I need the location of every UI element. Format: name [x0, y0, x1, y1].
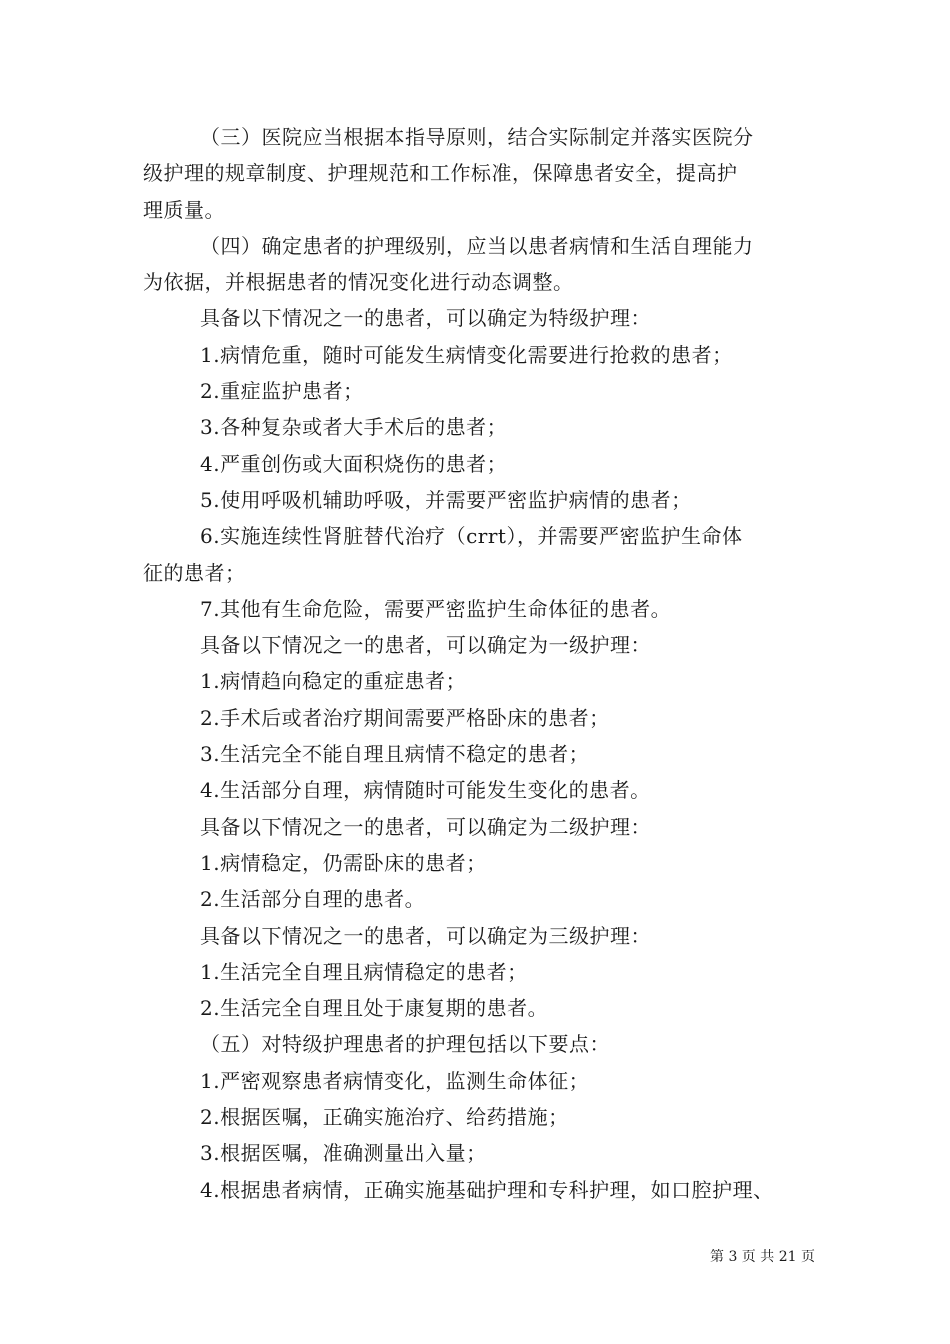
text-line: 1.严密观察患者病情变化，监测生命体征；: [200, 1068, 590, 1093]
document-body: [143, 119, 828, 1208]
text-line: 具备以下情况之一的患者，可以确定为三级护理：: [200, 923, 651, 948]
text-line: 1.病情趋向稳定的重症患者；: [200, 669, 467, 694]
text-line: 7.其他有生命危险，需要严密监护生命体征的患者。: [200, 596, 672, 621]
text-line: 2.生活完全自理且处于康复期的患者。: [200, 996, 549, 1021]
text-line: 3.根据医嘱，准确测量出入量；: [200, 1141, 487, 1166]
text-line: （五）对特级护理患者的护理包括以下要点：: [200, 1032, 610, 1057]
text-line: 4.生活部分自理，病情随时可能发生变化的患者。: [200, 778, 651, 803]
text-line: 3.生活完全不能自理且病情不稳定的患者；: [200, 742, 590, 767]
text-line: （四）确定患者的护理级别，应当以患者病情和生活自理能力: [200, 233, 754, 258]
text-line: 级护理的规章制度、护理规范和工作标准，保障患者安全，提高护: [143, 161, 738, 186]
text-line: 3.各种复杂或者大手术后的患者；: [200, 415, 508, 440]
text-line: 2.根据医嘱，正确实施治疗、给药措施；: [200, 1105, 569, 1130]
text-line: 1.生活完全自理且病情稳定的患者；: [200, 959, 528, 984]
text-line: 4.严重创伤或大面积烧伤的患者；: [200, 451, 508, 476]
text-line: 征的患者；: [143, 560, 246, 585]
text-line: 5.使用呼吸机辅助呼吸，并需要严密监护病情的患者；: [200, 487, 692, 512]
text-line: 具备以下情况之一的患者，可以确定为特级护理：: [200, 306, 651, 331]
page-number-footer: 第 3 页 共 21 页: [710, 1249, 815, 1265]
text-line: 2.生活部分自理的患者。: [200, 887, 426, 912]
text-line: 为依据，并根据患者的情况变化进行动态调整。: [143, 270, 574, 295]
text-line: 6.实施连续性肾脏替代治疗（crrt），并需要严密监护生命体: [200, 524, 743, 549]
text-line: 4.根据患者病情，正确实施基础护理和专科护理，如口腔护理、: [200, 1177, 774, 1202]
text-line: 1.病情危重，随时可能发生病情变化需要进行抢救的患者；: [200, 342, 733, 367]
text-line: 1.病情稳定，仍需卧床的患者；: [200, 850, 487, 875]
text-line: 2.手术后或者治疗期间需要严格卧床的患者；: [200, 705, 610, 730]
text-line: 理质量。: [143, 197, 225, 222]
text-line: 具备以下情况之一的患者，可以确定为二级护理：: [200, 814, 651, 839]
text-line: 2.重症监护患者；: [200, 379, 364, 404]
text-line: （三）医院应当根据本指导原则，结合实际制定并落实医院分: [200, 125, 754, 149]
text-line: 具备以下情况之一的患者，可以确定为一级护理：: [200, 633, 651, 658]
